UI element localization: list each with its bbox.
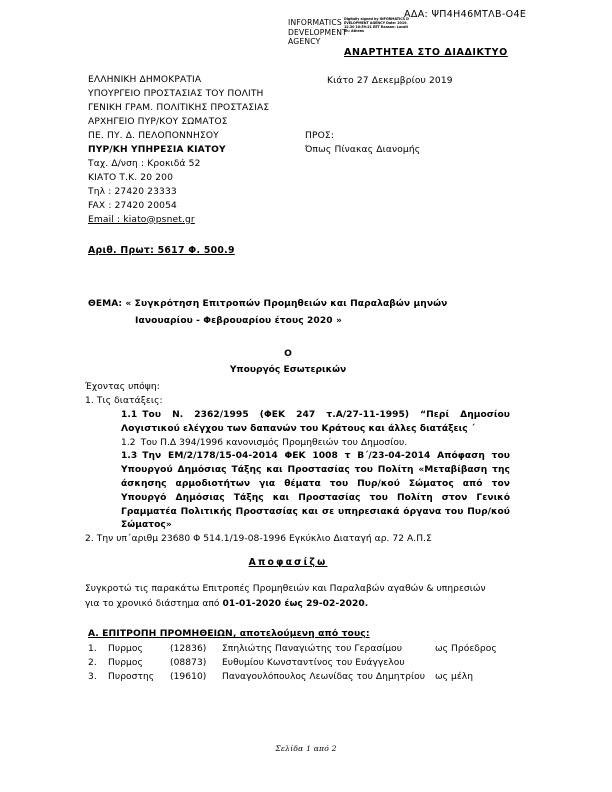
member-registry-number: (12836) xyxy=(170,643,207,654)
provision-number: 1.2 xyxy=(121,437,136,448)
authority-title: Υπουργός Εσωτερικών xyxy=(229,364,347,375)
member-rank: Πυρμος xyxy=(108,643,143,654)
decision-period-prefix: για το χρονικό διάστημα από xyxy=(85,598,223,609)
city-postcode: ΚΙΑΤΟ Τ.Κ. 20 200 xyxy=(88,172,174,183)
issuing-authority xyxy=(88,347,488,378)
subject-line-2: Ιανουαρίου - Φεβρουαρίου έτους 2020 » xyxy=(135,316,342,326)
fax-number: FAX : 27420 20054 xyxy=(88,200,177,211)
member-role xyxy=(435,658,497,672)
letterhead-line-3: ΓΕΝΙΚΗ ΓΡΑΜ. ΠΟΛΙΤΙΚΗΣ ΠΡΟΣΤΑΣΙΑΣ xyxy=(88,102,270,113)
provision-item xyxy=(85,437,510,451)
committee-section xyxy=(88,628,508,687)
letterhead-line-4: ΑΡΧΗΓΕΙΟ ΠΥΡ/ΚΟΥ ΣΩΜΑΤΟΣ xyxy=(88,116,228,127)
provision-number: 1.1 xyxy=(121,410,138,420)
member-index: 2. xyxy=(88,657,97,668)
place-and-date: Κιάτο 27 Δεκεμβρίου 2019 xyxy=(327,76,453,86)
recipient-value: Όπως Πίνακας Διανομής xyxy=(305,144,421,155)
member-index: 1. xyxy=(88,643,97,654)
member-rank: Πυροστης xyxy=(108,672,155,683)
member-registry-number: (08873) xyxy=(170,657,207,668)
member-name: Παναγουλόπουλος Λεωνίδας του Δημητρίου xyxy=(222,672,426,683)
provisions-list xyxy=(85,409,510,547)
decision-line-1: Συγκροτώ τις παρακάτω Επιτροπές Προμηθειών και Παραλαβών αγαθών & υπηρεσιών xyxy=(85,584,486,594)
committee-members-table xyxy=(88,644,497,687)
digital-signature-details: Digitally signed by INFORMATICS DEVELOPMENT AGENCY Date: 2019.12.30 10:59:21 EET Reason: Location: Athens xyxy=(344,17,409,34)
letterhead-line-1: ΕΛΛΗΝΙΚΗ ΔΗΜΟΚΡΑΤΙΑ xyxy=(88,75,202,85)
signing-agency-name: INFORMATICS DEVELOPMENT AGENCY xyxy=(288,18,348,47)
member-role: ως μέλη xyxy=(435,672,474,683)
provision-item xyxy=(85,409,510,437)
table-row xyxy=(88,672,497,686)
protocol-number: Αριθ. Πρωτ: 5617 Φ. 500.9 xyxy=(88,245,235,256)
member-index: 3. xyxy=(88,672,97,683)
phone-number: Τηλ : 27420 23333 xyxy=(88,186,177,197)
email-address[interactable]: Email : kiato@psnet.gr xyxy=(88,214,195,225)
table-row xyxy=(88,658,497,672)
letterhead-line-2: ΥΠΟΥΡΓΕΙΟ ΠΡΟΣΤΑΣΙΑΣ ΤΟΥ ΠΟΛΙΤΗ xyxy=(88,88,264,99)
table-row xyxy=(88,644,497,658)
preamble xyxy=(85,381,505,409)
provision-text: Του Π.Δ 394/1996 κανονισμός Προμηθειών του Δημοσίου. xyxy=(140,437,408,448)
provision-text: Του Ν. 2362/1995 (ΦΕΚ 247 τ.Α/27-11-1995) “Περί Δημοσίου Λογιστικού ελέγχου των δαπανών του Κράτους και άλλες διατάξεις ΄ xyxy=(121,410,510,434)
provision-text: Την ΕΜ/2/178/15-04-2014 ΦΕΚ 1008 τ Β΄/23-04-2014 Απόφαση του Υπουργού Δημόσιας Τάξης και Προστασίας του Πολίτη «Μεταβίβαση της άσκησης αρμοδιοτήτων για θέματα του Πυρ/κού Σώματος από τον Υπουργό Δημόσιας Τάξης και Προστασίας του Πολίτη στον Γενικό Γραμματέα Πολιτικής Προστασίας και σε υπηρεσιακά όργανα του Πυρ/κού Σώματος» xyxy=(121,451,510,531)
member-rank: Πυρμος xyxy=(108,657,143,668)
decides-heading xyxy=(88,557,488,568)
authority-article: Ο xyxy=(284,349,292,359)
decides-heading-text: Αποφασίζω xyxy=(248,557,328,568)
postal-address: Ταχ. Δ/νση : Κροκιδά 52 xyxy=(88,158,201,169)
member-name: Σπηλιώτης Παναγιώτης του Γερασίμου xyxy=(222,643,403,654)
having-regard-line: Έχοντας υπόψη: xyxy=(85,382,160,392)
provisions-intro: 1. Τις διατάξεις: xyxy=(85,395,163,406)
publication-banner: ΑΝΑΡΤΗΤΕΑ ΣΤΟ ΔΙΑΔΙΚΤΥΟ xyxy=(344,47,508,58)
provision-item-2: 2. Την υπ΄αριθμ 23680 Φ 514.1/19-08-1996 Εγκύκλιο Διαταγή αρ. 72 Α.Π.Σ xyxy=(85,534,432,545)
committee-title: Α. ΕΠΙΤΡΟΠΗ ΠΡΟΜΗΘΕΙΩΝ, αποτελούμενη από τους: xyxy=(88,628,370,639)
member-name: Ευθυμίου Κωνσταντίνος του Ευάγγελου xyxy=(222,657,405,668)
member-registry-number: (19610) xyxy=(170,672,207,683)
letterhead xyxy=(88,74,328,227)
ada-code: ΑΔΑ: ΨΠ4Η46ΜΤΛΒ-Ο4Ε xyxy=(404,9,527,20)
subject-line-1: ΘΕΜΑ: « Συγκρότηση Επιτροπών Προμηθειών και Παραλαβών μηνών xyxy=(88,299,448,309)
recipient-label: ΠΡΟΣ: xyxy=(305,131,335,141)
issuing-service-name: ΠΥΡ/ΚΗ ΥΠΗΡΕΣΙΑ ΚΙΑΤΟΥ xyxy=(88,144,226,155)
letterhead-line-5: ΠΕ. ΠΥ. Δ. ΠΕΛΟΠΟΝΝΗΣΟΥ xyxy=(88,130,219,141)
decision-body xyxy=(85,582,509,611)
provision-item xyxy=(85,450,510,533)
page-footer: Σελίδα 1 από 2 xyxy=(275,744,337,753)
provision-number: 1.3 xyxy=(121,451,138,462)
member-role: ως Πρόεδρος xyxy=(435,643,497,654)
subject-block xyxy=(88,296,488,330)
decision-line-2 xyxy=(85,597,509,612)
recipient-block xyxy=(305,130,420,158)
decision-period-dates: 01-01-2020 έως 29-02-2020. xyxy=(222,598,369,609)
